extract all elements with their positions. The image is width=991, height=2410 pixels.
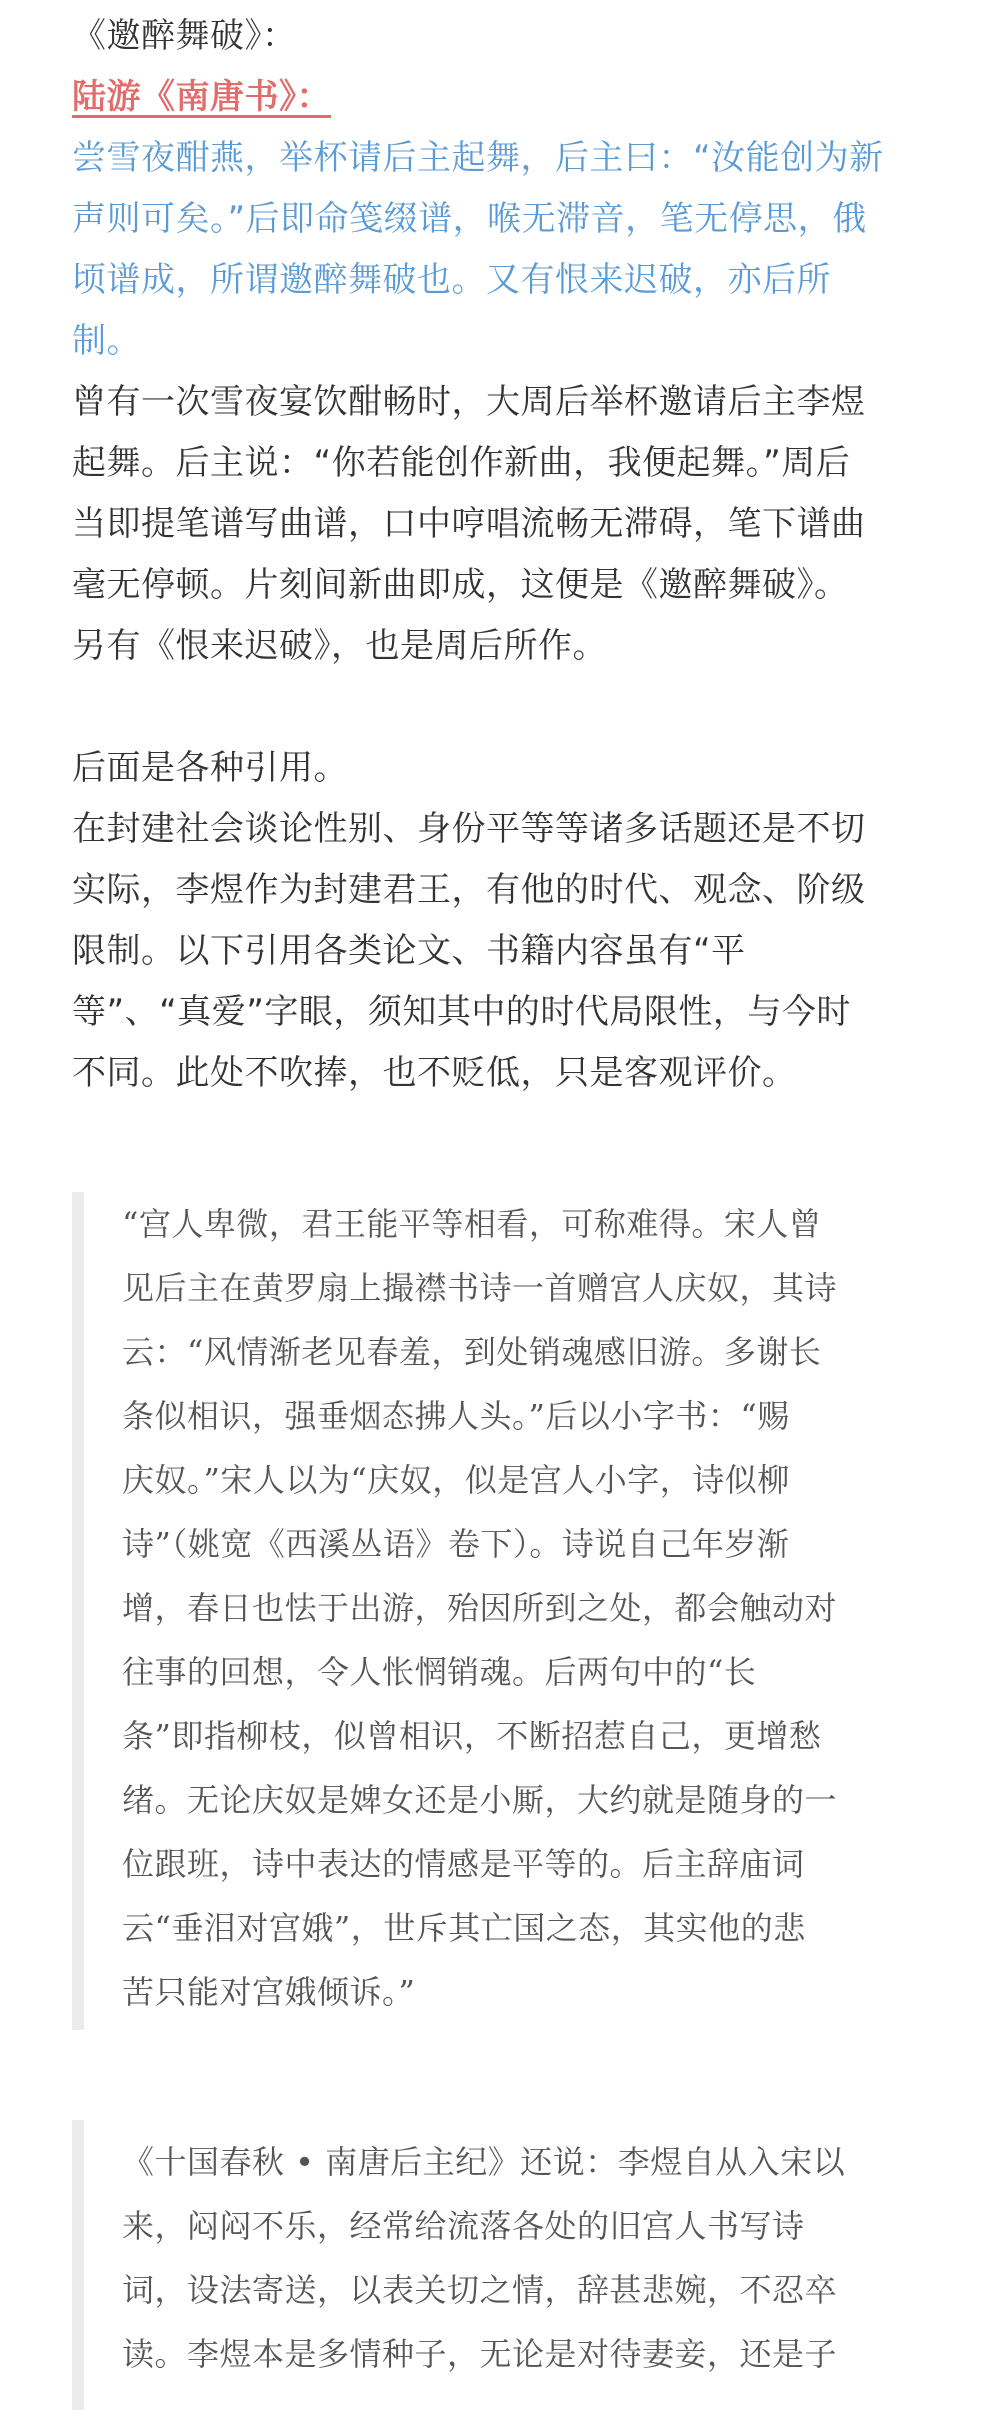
blockquote-line: 云“垂泪对宫娥”，世斥其亡国之态，其实他的悲 <box>122 1909 806 1947</box>
note-line: 在封建社会谈论性别、身份平等等诸多话题还是不切 <box>72 809 866 849</box>
blockquote-line: 见后主在黄罗扇上撮襟书诗一首赠宫人庆奴，其诗 <box>122 1269 838 1307</box>
translation-line: 另有《恨来迟破》，也是周后所作。 <box>72 626 607 666</box>
note-paragraph <box>72 738 932 1104</box>
blockquote-line: 绪。无论庆奴是婢女还是小厮，大约就是随身的一 <box>122 1781 838 1819</box>
translation-line: 曾有一次雪夜宴饮酣畅时，大周后举杯邀请后主李煜 <box>72 382 866 422</box>
blockquote-shiguochunqiu <box>72 2120 912 2410</box>
quote-line: 制。 <box>72 321 141 361</box>
translation-line: 起舞。后主说：“你若能创作新曲，我便起舞。”周后 <box>72 443 851 483</box>
blockquote-line: 《十国春秋 • 南唐后主纪》还说：李煜自从入宋以 <box>122 2143 846 2181</box>
translation-line: 当即提笔谱写曲谱，口中哼唱流畅无滞碍，笔下谱曲 <box>72 504 866 544</box>
note-line: 等”、“真爱”字眼，须知其中的时代局限性，与今时 <box>72 992 851 1032</box>
blockquote-line: 位跟班，诗中表达的情感是平等的。后主辞庙词 <box>122 1845 805 1883</box>
article-body <box>72 6 932 1104</box>
blockquote-line: 往事的回想，令人怅惘销魂。后两句中的“长 <box>122 1653 757 1691</box>
note-line: 后面是各种引用。 <box>72 748 348 788</box>
blockquote-line: 增，春日也怯于出游，殆因所到之处，都会触动对 <box>122 1589 838 1627</box>
note-line: 实际，李煜作为封建君王，有他的时代、观念、阶级 <box>72 870 866 910</box>
note-line: 限制。以下引用各类论文、书籍内容虽有“平 <box>72 931 746 971</box>
blockquote-line: 读。李煜本是多情种子，无论是对待妻妾，还是子 <box>122 2335 838 2373</box>
quote-line: 尝雪夜酣燕，举杯请后主起舞，后主曰：“汝能创为新 <box>72 138 884 178</box>
source-citation: 陆游《南唐书》： <box>72 77 331 117</box>
quote-line: 声则可矣。”后即命笺缀谱，喉无滞音，笔无停思，俄 <box>72 199 867 239</box>
blockquote-line: 条”即指柳枝，似曾相识，不断招惹自己，更增愁 <box>122 1717 822 1755</box>
blockquote-line: 庆奴。”宋人以为“庆奴，似是宫人小字，诗似柳 <box>122 1461 790 1499</box>
quote-line: 顷谱成，所谓邀醉舞破也。又有恨来迟破，亦后所 <box>72 260 831 300</box>
note-line: 不同。此处不吹捧，也不贬低，只是客观评价。 <box>72 1053 797 1093</box>
blockquote-line: 诗”（姚宽《西溪丛语》卷下）。诗说自己年岁渐 <box>122 1525 790 1563</box>
blockquote-line: 苦只能对宫娥倾诉。” <box>122 1973 416 2011</box>
blockquote-gongren <box>72 1192 912 2030</box>
blockquote-line: 条似相识，强垂烟态拂人头。”后以小字书：“赐 <box>122 1397 790 1435</box>
paragraph-spacer <box>72 677 932 738</box>
blockquote-line: “宫人卑微，君王能平等相看，可称难得。宋人曾 <box>122 1205 822 1243</box>
blockquote-line: 来，闷闷不乐，经常给流落各处的旧宫人书写诗 <box>122 2207 805 2245</box>
translation-line: 毫无停顿。片刻间新曲即成，这便是《邀醉舞破》。 <box>72 565 849 605</box>
classical-quote <box>72 128 932 372</box>
blockquote-line: 云：“风情渐老见春羞，到处销魂感旧游。多谢长 <box>122 1333 822 1371</box>
blockquote-line: 词，设法寄送，以表关切之情，辞甚悲婉，不忍卒 <box>122 2271 838 2309</box>
translation-paragraph <box>72 372 932 677</box>
section-title: 《邀醉舞破》： <box>72 16 297 56</box>
